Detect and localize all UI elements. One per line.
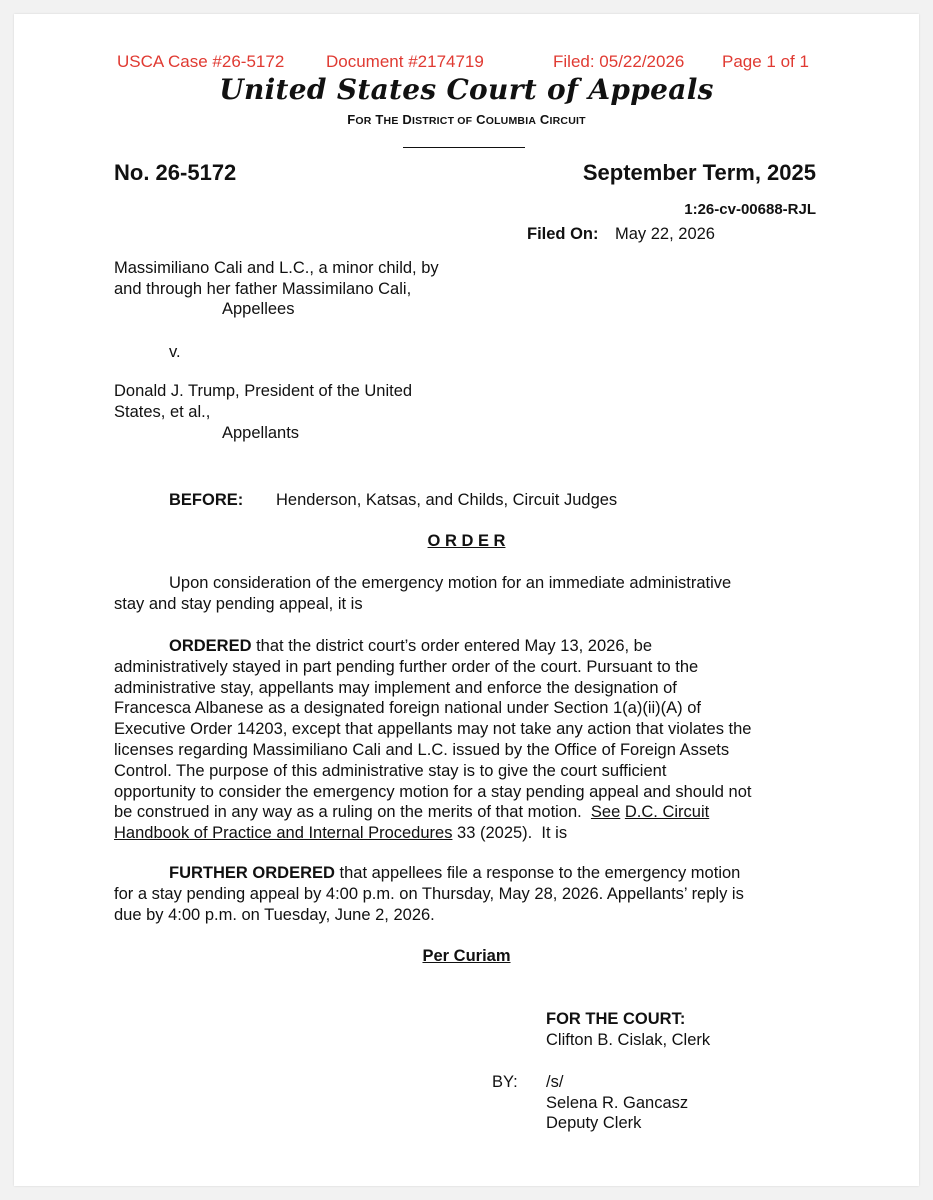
ordered-lead: ORDERED (169, 637, 252, 655)
by-label: BY: (492, 1073, 518, 1091)
appellants-line-2: States, et al., (114, 403, 211, 421)
citation-link[interactable]: D.C. Circuit (624, 803, 710, 822)
header-page-count: Page 1 of 1 (722, 52, 809, 71)
per-curiam: Per Curiam (422, 947, 511, 965)
paragraph-line: stay and stay pending appeal, it is (114, 594, 363, 613)
paragraph-line: administratively stayed in part pending further order of the court. Pursuant to the (114, 657, 699, 676)
paragraph-line: licenses regarding Massimiliano Cali and L.C. issued by the Office of Foreign Assets (114, 740, 730, 759)
appellants-role: Appellants (222, 424, 300, 442)
court-circuit: FOR THE DISTRICT OF COLUMBIA CIRCUIT (347, 112, 586, 127)
deputy-name: Selena R. Gancasz (546, 1094, 689, 1112)
filed-on-date: May 22, 2026 (615, 225, 715, 243)
case-number: No. 26-5172 (114, 160, 237, 185)
paragraph-further-ordered (114, 863, 814, 925)
appellees-line-1: Massimiliano Cali and L.C., a minor child, by (114, 259, 439, 277)
panel-judges: Henderson, Katsas, and Childs, Circuit Judges (276, 491, 618, 509)
deputy-title: Deputy Clerk (546, 1114, 642, 1132)
paragraph-line: Upon consideration of the emergency motion for an immediate administrative (169, 574, 732, 592)
paragraph-line: that appellees file a response to the emergency motion (334, 864, 741, 882)
header-case-number: USCA Case #26-5172 (117, 52, 285, 71)
header-document-number: Document #2174719 (326, 52, 484, 71)
term: September Term, 2025 (582, 160, 816, 185)
paragraph-ordered (114, 636, 814, 844)
paragraph-line: that the district court’s order entered May 13, 2026, be (251, 637, 653, 655)
paragraph-line: Control. The purpose of this administrative stay is to give the court sufficient (114, 761, 667, 780)
order-title: O R D E R (427, 532, 506, 550)
paragraph-line: be construed in any way as a ruling on the merits of that motion. (114, 803, 591, 822)
appellees-line-2: and through her father Massimilano Cali, (114, 280, 412, 298)
further-ordered-lead: FURTHER ORDERED (169, 864, 335, 882)
paragraph-line: due by 4:00 p.m. on Tuesday, June 2, 2026. (114, 905, 435, 924)
paragraph-line: administrative stay, appellants may implement and enforce the designation of (114, 678, 677, 697)
paragraph-line: Executive Order 14203, except that appellants may not take any action that violates the (114, 720, 752, 739)
citation-link[interactable]: Handbook of Practice and Internal Procedures (114, 824, 453, 843)
appellees-role: Appellees (222, 300, 295, 318)
court-name: United States Court of Appeals (219, 73, 714, 106)
district-docket: 1:26-cv-00688-RJL (684, 201, 816, 218)
paragraph-consideration (114, 573, 814, 615)
versus: v. (169, 343, 181, 361)
header-rule (403, 147, 525, 148)
clerk-name: Clifton B. Cislak, Clerk (546, 1031, 711, 1049)
signature-mark: /s/ (546, 1073, 564, 1091)
for-the-court: FOR THE COURT: (546, 1010, 686, 1028)
paragraph-line: Francesca Albanese as a designated foreign national under Section 1(a)(ii)(A) of (114, 699, 702, 718)
document-page (14, 14, 919, 1186)
paragraph-line: 33 (2025). It is (452, 824, 568, 843)
before-label: BEFORE: (169, 491, 244, 509)
see-signal: See (590, 803, 621, 822)
paragraph-line: opportunity to consider the emergency motion for a stay pending appeal and should not (114, 782, 752, 801)
paragraph-line: for a stay pending appeal by 4:00 p.m. on Thursday, May 28, 2026. Appellants’ reply is (114, 884, 744, 903)
header-filed-date: Filed: 05/22/2026 (553, 52, 685, 71)
appellants-line-1: Donald J. Trump, President of the United (114, 382, 413, 400)
filed-on-label: Filed On: (527, 225, 599, 243)
